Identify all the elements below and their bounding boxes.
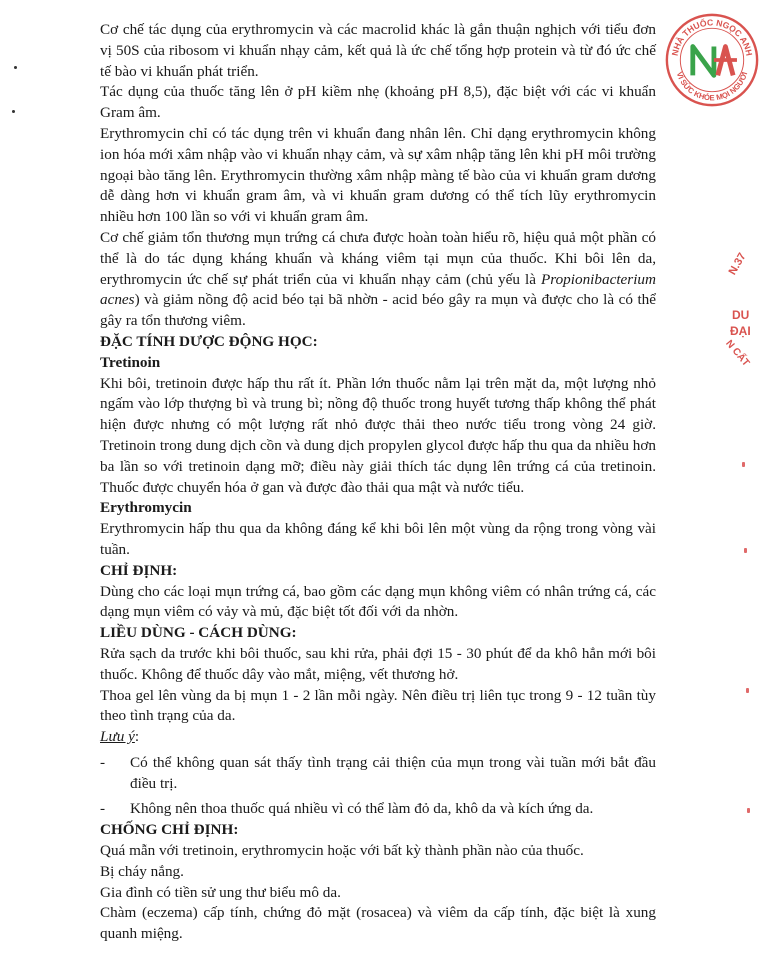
erythromycin-text: Erythromycin hấp thu qua da không đáng kể khi bôi lên một vùng da rộng trong vòng vài tuần. (100, 520, 656, 558)
contraindication-item: Gia đình có tiền sử ung thư biểu mô da. (100, 883, 341, 901)
section-heading-indications: CHỈ ĐỊNH: (100, 561, 178, 579)
subheading-erythromycin: Erythromycin (100, 499, 192, 517)
section-heading-pharmacokinetics: ĐẶC TÍNH DƯỢC ĐỘNG HỌC: (100, 332, 318, 350)
bullet-text: Có thể không quan sát thấy tình trạng cải thiện của mụn trong vài tuần mới bắt đầu điều trị. (130, 753, 656, 792)
body-paragraph-4-start: Cơ chế giảm tổn thương mụn trứng cá chưa được hoàn toàn hiểu rõ, hiệu quả một phần có thể là do tác dụng kháng khuẩn và kháng viêm tại mụn của thuốc. Khi bôi lên da, erythromycin ức chế sự phát triển của vi khuẩn nhạy cảm (chủ yếu là (100, 228, 656, 288)
dosage-note (100, 727, 656, 748)
body-paragraph-3: Erythromycin chỉ có tác dụng trên vi khuẩn đang nhân lên. Chỉ dạng erythromycin không ion hóa mới xâm nhập vào vi khuẩn nhạy cảm, và sự xâm nhập tăng lên khi pH môi trường ngoại bào tăng lên. Erythromycin thường xâm nhập màng tế bào của vi khuẩn gram dương dễ dàng hơn vi khuẩn gram âm, và vi khuẩn gram dương có thể tích lũy erythromycin nhiều hơn 100 lần so với vi khuẩn gram âm. (100, 124, 656, 226)
bullet-dash: - (100, 800, 106, 818)
pharmacy-stamp-logo (664, 12, 760, 108)
body-paragraph-4-end: ) và giảm nồng độ acid béo tại bã nhờn - acid béo gây ra mụn và được cho là có thể gây ra tổn thương viêm. (100, 291, 656, 330)
bullet-dash: - (100, 753, 106, 771)
section-heading-contraindications: CHỐNG CHỈ ĐỊNH: (100, 821, 239, 839)
side-stamp-text-1: N.37 (726, 250, 749, 278)
contraindication-item: Quá mẫn với tretinoin, erythromycin hoặc với bất kỳ thành phần nào của thuốc. (100, 842, 584, 860)
stamp-top-text: NHÀ THUỐC NGỌC ANH (669, 17, 755, 57)
tretinoin-text: Khi bôi, tretinoin được hấp thu rất ít. Phần lớn thuốc nằm lại trên mặt da, một lượng nhỏ ngấm vào lớp thượng bì và trung bì; nồng độ thuốc trong huyết tương thấp không thể phát hiện được nhưng có một lượng rất nhỏ được thải theo nước tiểu trong vòng 24 giờ. Tretinoin trong dung dịch cồn và dung dịch propylen glycol được hấp thu qua da nhiều hơn ba lần so với tretinoin dạng mỡ; điều này giải thích tác dụng lên trứng cá của tretinoin. Thuốc được chuyển hóa ở gan và được đào thải qua mật và nước tiểu. (100, 374, 656, 496)
scan-speck (744, 548, 747, 553)
contraindication-item: Bị cháy nắng. (100, 862, 184, 880)
indications-text: Dùng cho các loại mụn trứng cá, bao gồm các dạng mụn không viêm có nhân trứng cá, các dạng mụn viêm có vảy và mủ, đặc biệt tốt đối với da nhờn. (100, 582, 656, 621)
scan-speck (742, 462, 745, 467)
dosage-paragraph-2: Thoa gel lên vùng da bị mụn 1 - 2 lần mỗi ngày. Nên điều trị liên tục trong 9 - 12 tuần tùy theo tình trạng của da. (100, 686, 656, 725)
section-heading-dosage: LIỀU DÙNG - CÁCH DÙNG: (100, 624, 297, 642)
note-label: Lưu ý (100, 728, 135, 746)
subheading-tretinoin: Tretinoin (100, 353, 161, 371)
scan-speck (12, 110, 15, 113)
stamp-na-logo (693, 47, 737, 76)
list-item (100, 753, 656, 795)
side-stamp-text-3: ĐẠI (730, 324, 751, 338)
dosage-paragraph-1: Rửa sạch da trước khi bôi thuốc, sau khi rửa, phải đợi 15 - 30 phút để da khô hẳn mới bôi thuốc. Không để thuốc dây vào mắt, miệng, vết thương hở. (100, 644, 656, 683)
document-page (100, 20, 656, 945)
scan-speck (746, 688, 749, 693)
contraindication-item: Chàm (eczema) cấp tính, chứng đỏ mặt (rosacea) và viêm da cấp tính, đặc biệt là xung quanh miệng. (100, 904, 656, 943)
side-stamp-text-2: DU (732, 308, 750, 322)
scan-speck (14, 66, 17, 69)
side-stamp-text-4: N CẤT (723, 338, 752, 369)
list-item (100, 799, 656, 820)
body-paragraph-4 (100, 228, 656, 332)
bullet-text: Không nên thoa thuốc quá nhiều vì có thể làm đỏ da, khô da và kích ứng da. (130, 800, 594, 818)
note-colon: : (134, 728, 140, 746)
scan-speck (747, 808, 750, 813)
partial-red-stamp (720, 250, 768, 390)
stamp-bottom-text: VÌ SỨC KHỎE MỌI NGƯỜI (674, 70, 750, 103)
body-paragraph-2: Tác dụng của thuốc tăng lên ở pH kiềm nhẹ (khoảng pH 8,5), đặc biệt với các vi khuẩn Gram âm. (100, 83, 656, 122)
body-paragraph-1: Cơ chế tác dụng của erythromycin và các macrolid khác là gắn thuận nghịch với tiểu đơn vị 50S của ribosom vi khuẩn nhạy cảm, kết quả là ức chế tổng hợp protein và từ đó ức chế tế bào vi khuẩn phát triển. (100, 21, 656, 80)
bacteria-name: Propionibacterium acnes (100, 270, 656, 309)
